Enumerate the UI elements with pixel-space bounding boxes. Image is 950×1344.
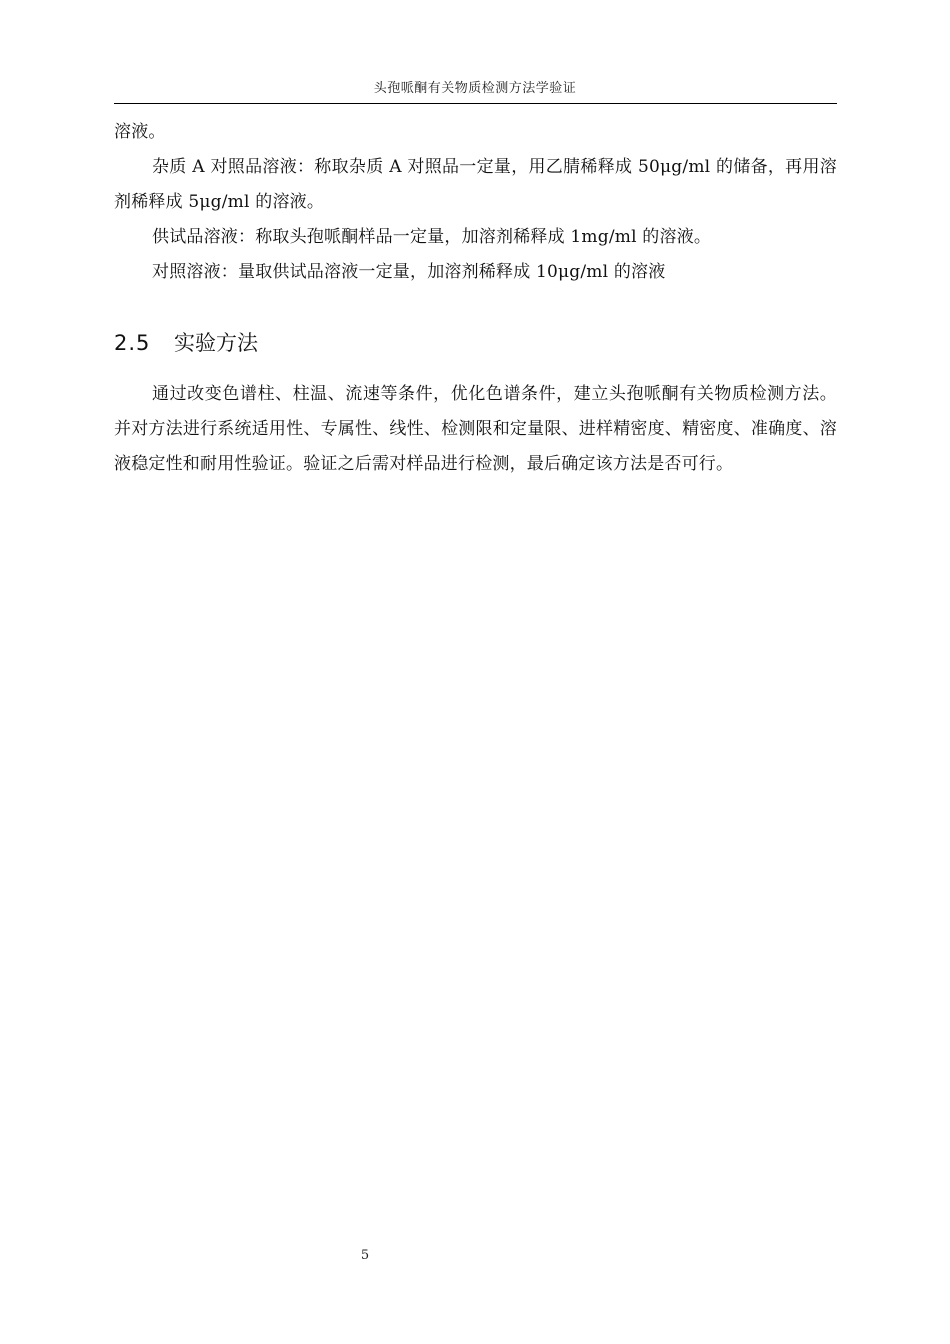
header-rule [114, 103, 837, 104]
paragraph-reference-solution: 对照溶液：量取供试品溶液一定量，加溶剂稀释成 10μg/ml 的溶液 [152, 262, 666, 282]
document-body [114, 115, 837, 482]
section-number: 2.5 [114, 331, 151, 355]
running-header: 头孢哌酮有关物质检测方法学验证 [373, 81, 577, 96]
paragraph-test-solution: 供试品溶液：称取头孢哌酮样品一定量，加溶剂稀释成 1mg/ml 的溶液。 [152, 227, 712, 247]
paragraph-continuation: 溶液。 [114, 122, 166, 142]
section-heading [114, 328, 837, 358]
paragraph-impurity-a-reference: 杂质 A 对照品溶液：称取杂质 A 对照品一定量，用乙腈稀释成 50μg/ml 的储备，再用溶剂稀释成 5μg/ml 的溶液。 [114, 157, 837, 212]
section-title: 实验方法 [174, 331, 258, 355]
page-number: 5 [360, 1248, 370, 1263]
paragraph-experimental-method: 通过改变色谱柱、柱温、流速等条件，优化色谱条件，建立头孢哌酮有关物质检测方法。并对方法进行系统适用性、专属性、线性、检测限和定量限、进样精密度、精密度、准确度、溶液稳定性和耐用性验证。验证之后需对样品进行检测，最后确定该方法是否可行。 [114, 384, 837, 474]
